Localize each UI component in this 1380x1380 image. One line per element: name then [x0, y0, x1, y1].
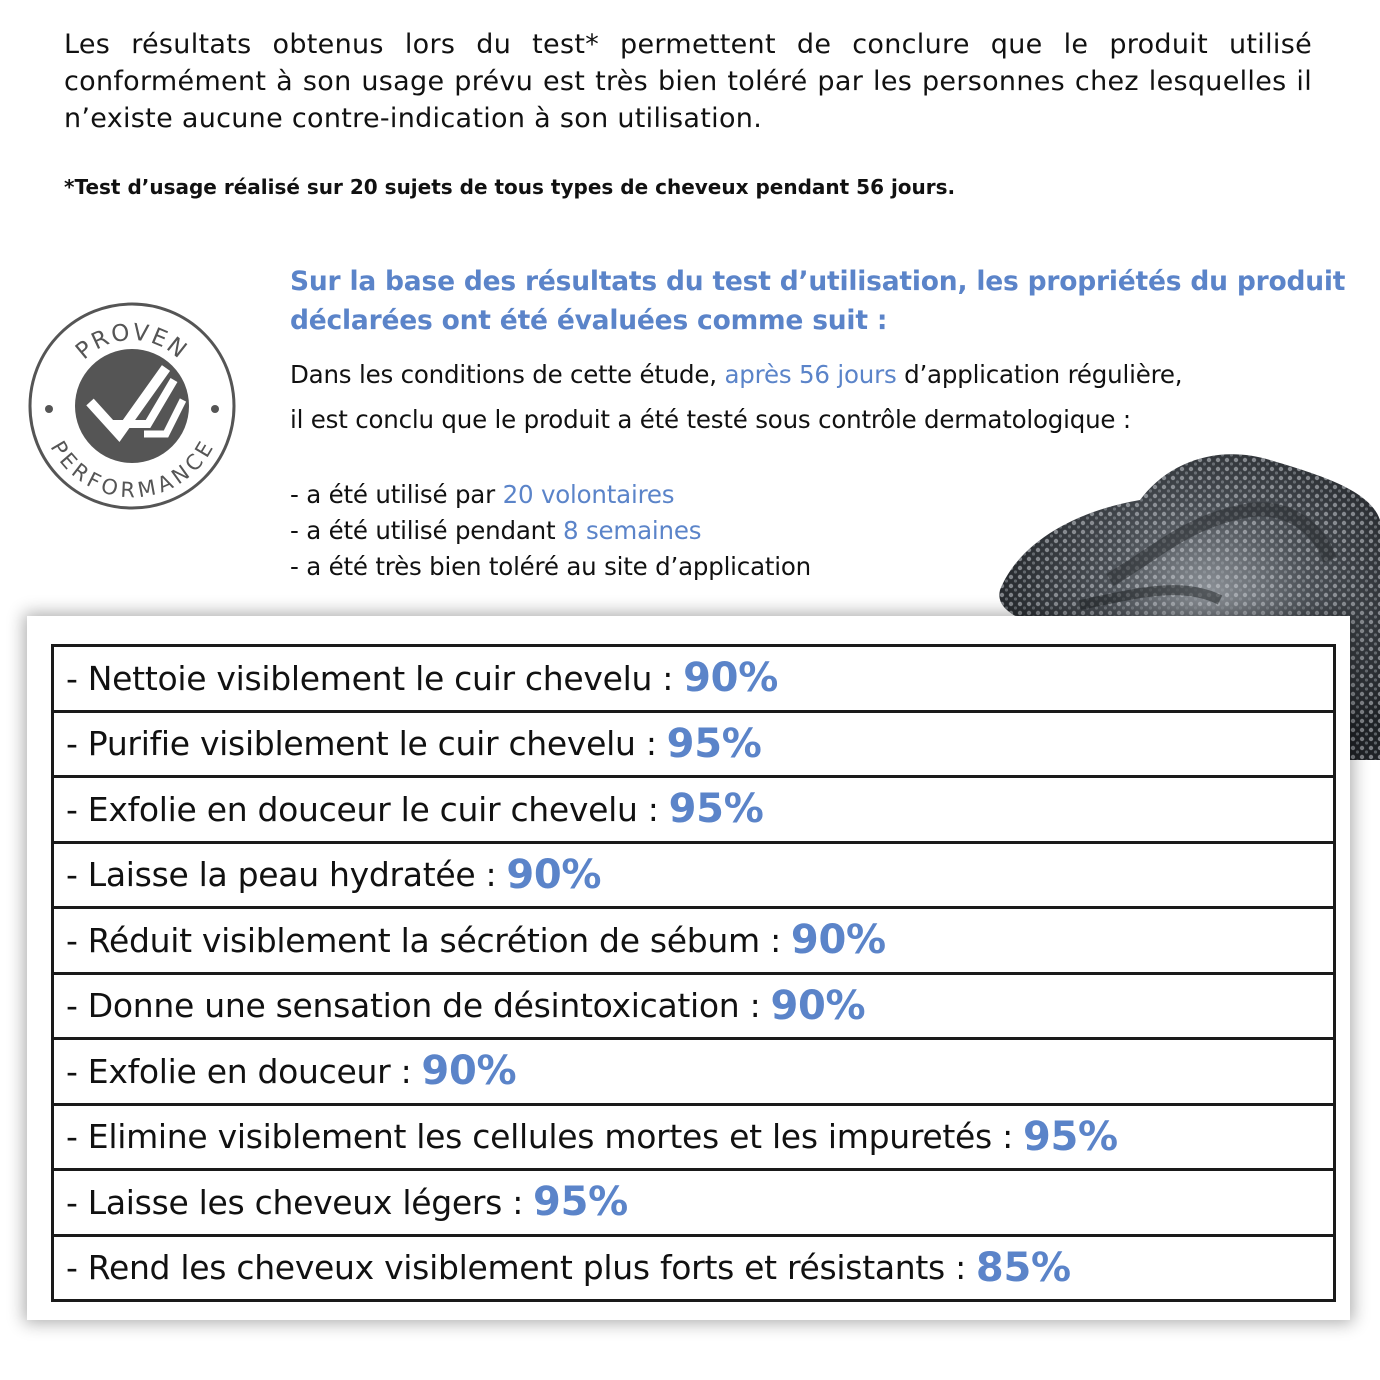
claim-percentage: 95%	[668, 786, 764, 833]
fact-item: - a été très bien toléré au site d’application	[290, 552, 812, 581]
claim-label: - Laisse la peau hydratée :	[66, 855, 497, 895]
claim-label: - Rend les cheveux visiblement plus forts et résistants :	[66, 1248, 966, 1288]
claim-percentage: 95%	[666, 720, 762, 767]
table-row	[54, 844, 1333, 910]
claim-label: - Exfolie en douceur :	[66, 1051, 412, 1091]
intro-paragraph: Les résultats obtenus lors du test* permettent de conclure que le produit utilisé conformément à son usage prévu est très bien toléré par les personnes chez lesquelles il n’existe aucune contre-indication à son utilisation.	[64, 29, 1312, 134]
claim-label: - Purifie visiblement le cuir chevelu :	[66, 724, 657, 764]
table-row	[54, 1106, 1333, 1172]
claim-label: - Exfolie en douceur le cuir chevelu :	[66, 789, 659, 829]
results-table	[51, 644, 1336, 1302]
proven-performance-badge	[26, 300, 238, 512]
results-card	[27, 616, 1350, 1320]
study-conditions	[290, 352, 1360, 442]
claim-percentage: 90%	[506, 851, 602, 898]
claim-percentage: 90%	[421, 1048, 517, 1095]
table-row	[54, 713, 1333, 779]
claim-percentage: 85%	[975, 1244, 1071, 1291]
table-row	[54, 647, 1333, 713]
study-facts	[290, 477, 811, 585]
test-footnote: *Test d’usage réalisé sur 20 sujets de tous types de cheveux pendant 56 jours.	[64, 175, 956, 199]
table-row	[54, 975, 1333, 1041]
claim-percentage: 90%	[770, 982, 866, 1029]
table-row	[54, 1040, 1333, 1106]
badge-bottom-text: PERFORMANCE	[45, 436, 219, 503]
table-row	[54, 909, 1333, 975]
study-text-2: d’application régulière,	[896, 360, 1183, 389]
evaluation-heading: Sur la base des résultats du test d’utilisation, les propriétés du produit déclarées ont été évaluées comme suit :	[290, 266, 1346, 336]
claim-label: - Donne une sensation de désintoxication :	[66, 986, 761, 1026]
claim-label: - Elimine visiblement les cellules mortes et les impuretés :	[66, 1117, 1013, 1157]
check-icon	[75, 349, 189, 463]
claim-percentage: 95%	[1022, 1113, 1118, 1160]
fact-item: - a été utilisé pendant 8 semaines	[290, 516, 702, 545]
study-duration-highlight: après 56 jours	[724, 360, 897, 389]
claim-percentage: 90%	[683, 655, 778, 702]
claim-percentage: 95%	[533, 1179, 628, 1226]
claim-label: - Laisse les cheveux légers :	[66, 1182, 524, 1222]
badge-top-text: PROVEN	[71, 319, 193, 365]
claim-percentage: 90%	[790, 917, 886, 964]
claim-label: - Réduit visiblement la sécrétion de sébum :	[66, 920, 781, 960]
claim-label: - Nettoie visiblement le cuir chevelu :	[66, 658, 674, 698]
table-row	[54, 1171, 1333, 1237]
fact-item: - a été utilisé par 20 volontaires	[290, 480, 675, 509]
table-row	[54, 778, 1333, 844]
table-row	[54, 1237, 1333, 1303]
study-text-3: il est conclu que le produit a été testé sous contrôle dermatologique :	[290, 405, 1131, 434]
study-text-1: Dans les conditions de cette étude,	[290, 360, 725, 389]
